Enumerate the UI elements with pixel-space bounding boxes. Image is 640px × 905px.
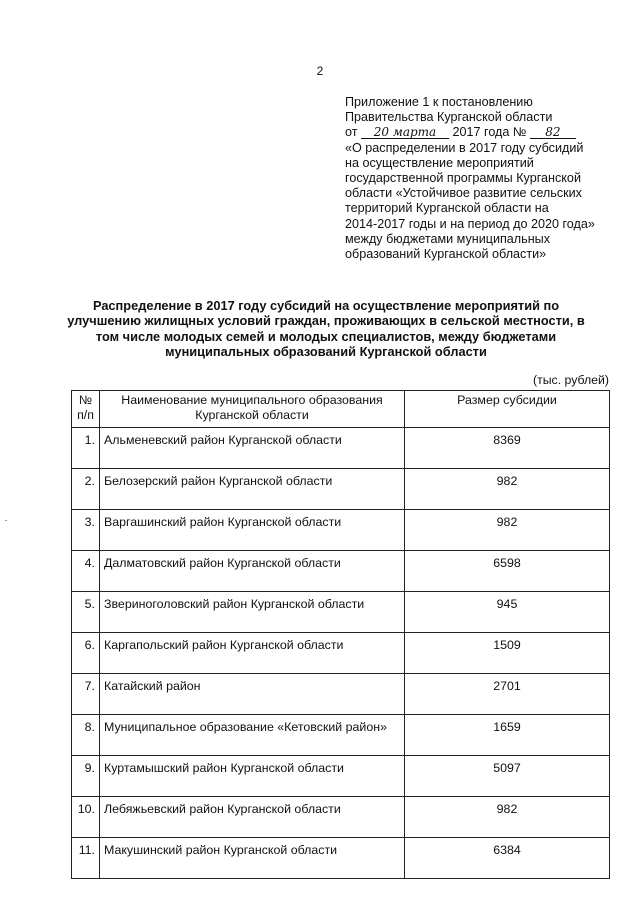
row-amount: 2701 [405,674,610,715]
row-amount: 982 [405,469,610,510]
row-amount: 982 [405,510,610,551]
row-municipality: Далматовский район Курганской области [100,551,405,592]
appendix-date-line [345,125,610,140]
header-amount: Размер субсидии [405,391,610,428]
handwritten-number: 82 [530,126,576,139]
row-municipality: Каргапольский район Курганской области [100,633,405,674]
table-row [72,756,610,797]
row-municipality: Муниципальное образование «Кетовский район» [100,715,405,756]
row-number: 4. [72,551,100,592]
row-municipality: Звериноголовский район Курганской области [100,592,405,633]
row-municipality: Куртамышский район Курганской области [100,756,405,797]
row-number: 2. [72,469,100,510]
row-number: 9. [72,756,100,797]
row-number: 10. [72,797,100,838]
title-line: муниципальных образований Курганской области [165,344,487,360]
row-municipality: Катайский район [100,674,405,715]
table-row [72,674,610,715]
units-label: (тыс. рублей) [532,373,609,387]
table-row [72,469,610,510]
appendix-from: от [345,125,358,140]
row-number: 11. [72,838,100,879]
table-row [72,797,610,838]
row-number: 1. [72,428,100,469]
row-municipality: Варгашинский район Курганской области [100,510,405,551]
row-number: 8. [72,715,100,756]
appendix-subject-line: между бюджетами муниципальных [345,231,551,246]
row-amount: 8369 [405,428,610,469]
row-municipality: Лебяжьевский район Курганской области [100,797,405,838]
appendix-subject-line: «О распределении в 2017 году субсидий [345,140,584,155]
row-number: 3. [72,510,100,551]
row-amount: 945 [405,592,610,633]
row-amount: 1659 [405,715,610,756]
row-amount: 6598 [405,551,610,592]
row-amount: 6384 [405,838,610,879]
row-municipality: Белозерский район Курганской области [100,469,405,510]
appendix-block [345,95,610,262]
row-amount: 5097 [405,756,610,797]
appendix-subject-line: 2014-2017 годы и на период до 2020 года» [345,216,595,231]
table-row [72,510,610,551]
appendix-subject-line: государственной программы Курганской [345,171,581,186]
scan-margin-mark [5,520,7,521]
table-header-row [72,391,610,428]
row-amount: 1509 [405,633,610,674]
handwritten-date: 20 марта [361,126,449,139]
appendix-subject-line: на осуществление мероприятий [345,155,534,170]
row-number: 7. [72,674,100,715]
row-municipality: Макушинский район Курганской области [100,838,405,879]
row-number: 6. [72,633,100,674]
table-row [72,715,610,756]
document-title [62,298,590,360]
page-number: 2 [316,64,324,78]
header-number-line-2: п/п [77,407,94,422]
appendix-subject-line: территорий Курганской области на [345,201,549,216]
table-row [72,428,610,469]
table-row [72,551,610,592]
subsidy-table [71,390,610,879]
appendix-line-1: Приложение 1 к постановлению [345,95,533,109]
title-line: улучшению жилищных условий граждан, проживающих в сельской местности, в [67,313,585,329]
header-name: Наименование муниципального образования Курганской области [100,391,405,428]
appendix-subject-line: области «Устойчивое развитие сельских [345,186,582,201]
table-row [72,592,610,633]
row-number: 5. [72,592,100,633]
row-amount: 982 [405,797,610,838]
header-number-line-1: № [78,393,93,407]
table-row [72,633,610,674]
header-number [72,391,100,428]
title-line: Распределение в 2017 году субсидий на осуществление мероприятий по [92,298,560,313]
appendix-line-2: Правительства Курганской области [345,110,553,125]
title-line: том числе молодых семей и молодых специалистов, между бюджетами [95,328,557,344]
appendix-subject-line: образований Курганской области» [345,247,547,262]
table-row [72,838,610,879]
appendix-year: 2017 года № [452,125,527,140]
row-municipality: Альменевский район Курганской области [100,428,405,469]
